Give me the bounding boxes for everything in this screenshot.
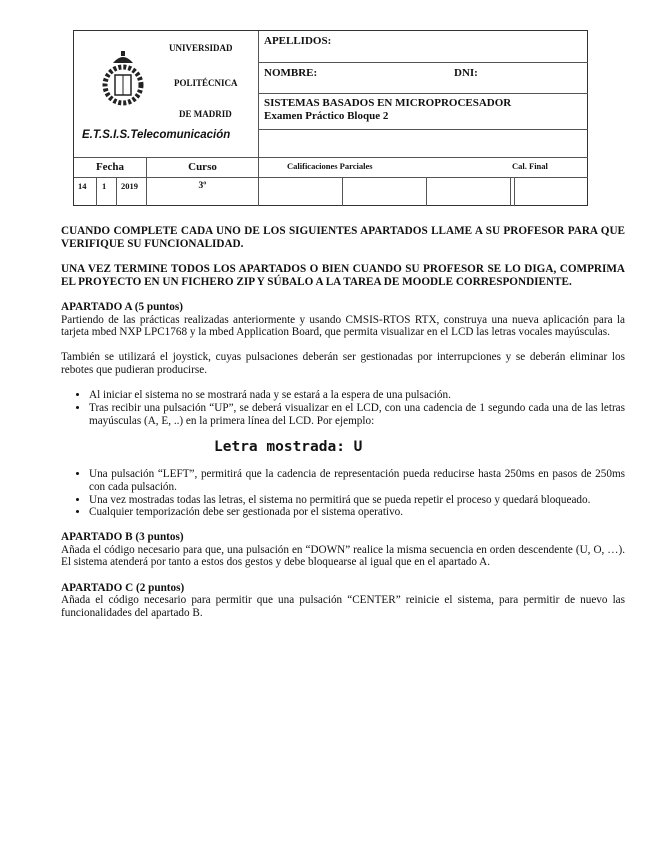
section-a-p1: Partiendo de las prácticas realizadas anteriormente y usando CMSIS-RTOS RTX, construya una nueva aplicación para la tarjeta mbed NXP LPC1768 y la mbed Application Board, que permita visualizar en el LCD las letras vocales mayúsculas. [61,313,625,339]
school-name: E.T.S.I.S.Telecomunicación [82,129,231,141]
section-a-list-1 [61,389,625,427]
section-a-p2: También se utilizará el joystick, cuyas pulsaciones deberán ser gestionadas por interrupciones y se deberán eliminar los rebotes que pudieran producirse. [61,351,625,377]
list-item: • Una vez mostradas todas las letras, el sistema no permitirá que se pueda repetir el proceso y quedará bloqueado. [89,494,625,507]
university-crest-icon [99,49,147,109]
nombre-label: NOMBRE: [264,67,318,79]
final-label: Cal. Final [512,161,548,171]
section-a-list-2 [61,468,625,519]
lcd-example: Letra mostrada: U [214,439,363,456]
subject-title: SISTEMAS BASADOS EN MICROPROCESADOR [264,97,512,109]
final-grade [514,178,588,206]
uni-line-1: UNIVERSIDAD [169,43,233,53]
parciales-label: Calificaciones Parciales [287,161,373,171]
nombre-field[interactable] [259,63,588,94]
curso-value: 3º [147,178,259,206]
exam-title: Examen Práctico Bloque 2 [264,110,389,122]
month-value: 1 [97,178,117,206]
fecha-header: Fecha [74,158,147,178]
blank-cell [259,130,588,158]
instruction-1: CUANDO COMPLETE CADA UNO DE LOS SIGUIENTES APARTADOS LLAME A SU PROFESOR PARA QUE VERIFIQUE SU FUNCIONALIDAD. [61,225,625,250]
curso-header: Curso [147,158,259,178]
grade-2 [343,178,427,206]
instruction-2: UNA VEZ TERMINE TODOS LOS APARTADOS O BIEN CUANDO SU PROFESOR SE LO DIGA, COMPRIMA EL PROYECTO EN UN FICHERO ZIP Y SÚBALO A LA TAREA DE MOODLE CORRESPONDIENTE. [61,262,625,288]
list-item: • Una pulsación “LEFT”, permitirá que la cadencia de representación pueda reducirse hasta 250ms en pasos de 250ms con cada pulsación. [89,468,625,493]
year-value: 2019 [117,178,147,206]
university-cell [74,31,259,158]
section-c-text: Añada el código necesario para permitir que una pulsación “CENTER” reinicie el sistema, para permitir de nuevo las funcionalidades del apartado B. [61,594,625,619]
grades-header [259,158,588,178]
exam-body [61,225,625,632]
uni-line-3: DE MADRID [179,109,232,119]
grade-1 [259,178,343,206]
section-b-title: APARTADO B (3 puntos) [61,530,184,543]
exam-header-table [73,30,588,206]
uni-line-2: POLITÉCNICA [174,78,238,88]
section-c-title: APARTADO C (2 puntos) [61,581,185,594]
list-item: • Cualquier temporización debe ser gestionada por el sistema operativo. [89,506,625,519]
grade-3 [427,178,511,206]
section-b-text: Añada el código necesario para que, una pulsación en “DOWN” realice la misma secuencia en orden descendente (U, O, …). El sistema atenderá por tanto a estos dos gestos y debe bloquearse al igual que en el apartado A. [61,543,625,569]
list-item: • Tras recibir una pulsación “UP”, se deberá visualizar en el LCD, con una cadencia de 1 segundo cada una de las letras mayúsculas (A, E, ..) en la primera línea del LCD. Por ejemplo: [89,402,625,427]
list-item: • Al iniciar el sistema no se mostrará nada y se estará a la espera de una pulsación. [89,389,625,402]
apellidos-field[interactable] [259,31,588,63]
section-a-title: APARTADO A (5 puntos) [61,300,183,313]
subject-cell [259,94,588,130]
dni-label: DNI: [454,67,478,79]
day-value: 14 [74,178,97,206]
apellidos-label: APELLIDOS: [264,35,332,47]
